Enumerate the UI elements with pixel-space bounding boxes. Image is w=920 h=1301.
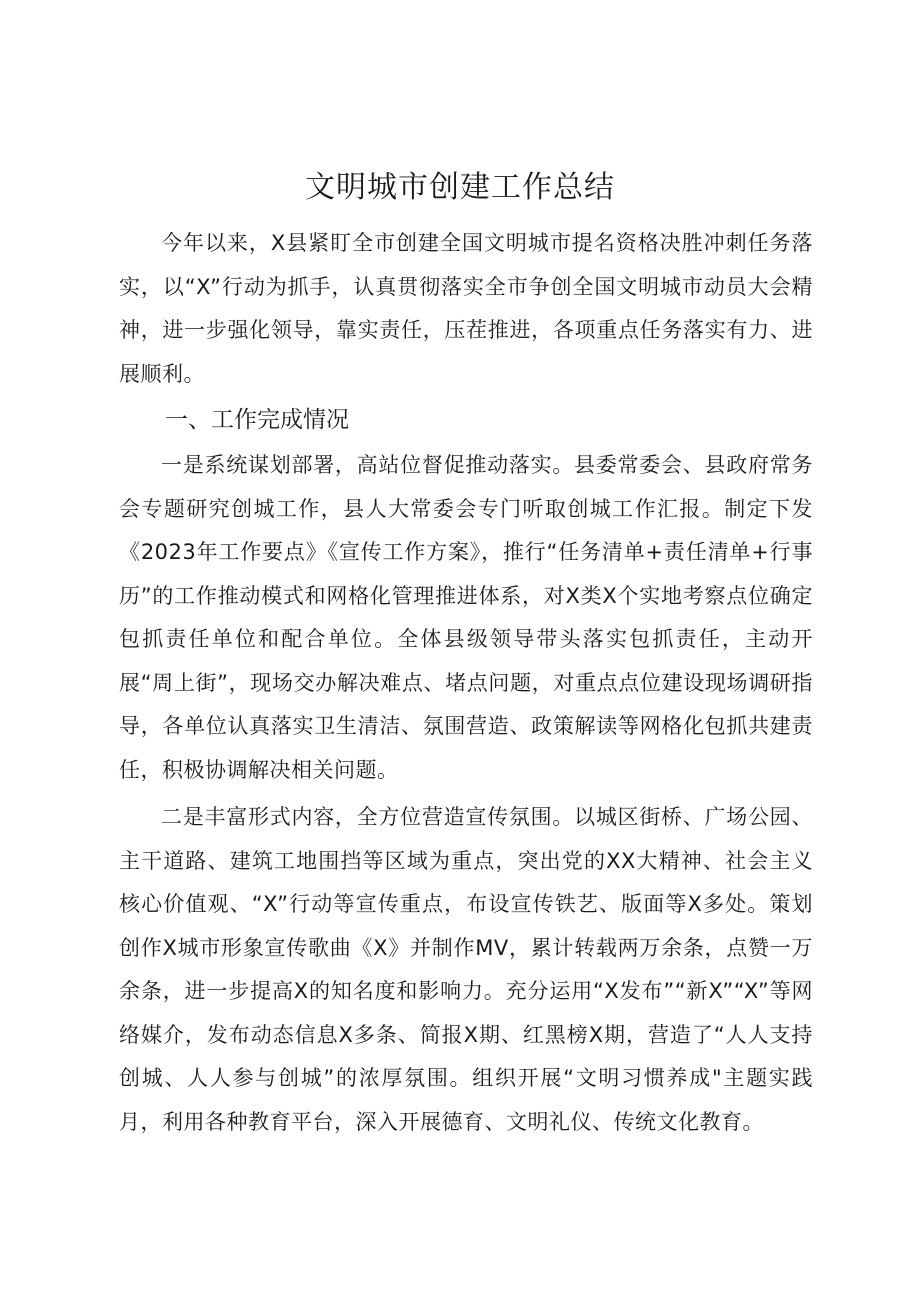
section-heading: 一、工作完成情况 (165, 407, 349, 433)
intro-paragraph: 今年以来，X县紧盯全市创建全国文明城市提名资格决胜冲刺任务落实，以“X”行动为抓手，认真贯彻落实全市争创全国文明城市动员大会精神，进一步强化领导，靠实责任，压茬推进，各项重点任务落实有力、进展顺利。 (119, 231, 813, 386)
section-paragraph-1: 一是系统谋划部署，高站位督促推动落实。县委常委会、县政府常务会专题研究创城工作，县人大常委会专门听取创城工作汇报。制定下发《2023年工作要点》《宣传工作方案》，推行“任务清单+责任清单+行事历”的工作推动模式和网格化管理推进体系，对X类X个实地考察点位确定包抓责任单位和配合单位。全体县级领导带头落实包抓责任，主动开展“周上街”，现场交办解决难点、堵点问题，对重点点位建设现场调研指导，各单位认真落实卫生清洁、氛围营造、政策解读等网格化包抓共建责任，积极协调解决相关问题。 (119, 453, 813, 782)
section-paragraph-2: 二是丰富形式内容，全方位营造宣传氛围。以城区街桥、广场公园、主干道路、建筑工地围挡等区域为重点，突出党的XX大精神、社会主义核心价值观、“X”行动等宣传重点，布设宣传铁艺、版面等X多处。策划创作X城市形象宣传歌曲《X》并制作MV，累计转载两万余条，点赞一万余条，进一步提高X的知名度和影响力。充分运用“X发布”“新X”“X”等网络媒介，发布动态信息X多条、简报X期、红黑榜X期，营造了“人人支持创城、人人参与创城”的浓厚氛围。组织开展“文明习惯养成"主题实践月，利用各种教育平台，深入开展德育、文明礼仪、传统文化教育。 (119, 805, 813, 1134)
document-body (119, 222, 813, 1144)
document-title: 文明城市创建工作总结 (305, 170, 615, 205)
